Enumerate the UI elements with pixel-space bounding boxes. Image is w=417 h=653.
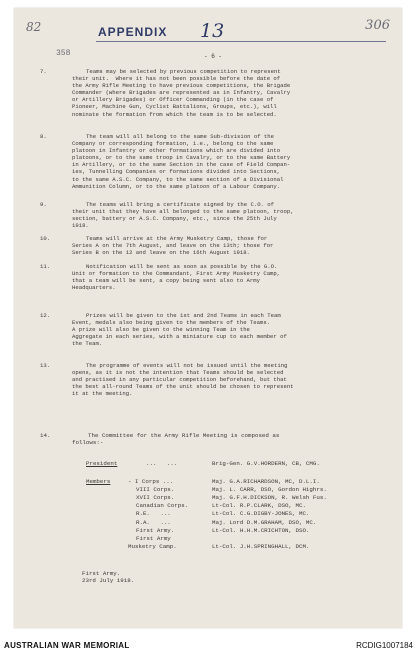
paragraph-line: Aggregate in each series, with a miniature cup to each member of: [72, 333, 287, 341]
paragraph-line: Headquarters.: [72, 284, 116, 292]
paragraph-9: [40, 201, 386, 229]
paragraph-number: 10.: [40, 235, 51, 242]
paragraph-line: the Team.: [72, 340, 103, 348]
appendix-number: 13: [200, 20, 225, 42]
paragraph-line: in Artillery, or to the same Section in the case of Field Compan-: [72, 161, 291, 169]
member-name: Maj. G.A.RICHARDSON, MC, D.L.I.: [212, 478, 320, 485]
paragraph-line: Prizes will be given to the 1st and 2nd Teams in each Team: [86, 312, 281, 319]
archive-name: AUSTRALIAN WAR MEMORIAL: [4, 641, 130, 650]
paragraph-number: 12.: [40, 312, 51, 319]
paragraph-line: Teams will arrive at the Army Musketry Camp, those for: [86, 235, 268, 242]
member-name: Lt-Col. C.G.DIGBY-JONES, MC.: [212, 510, 310, 518]
paragraph-number: 11.: [40, 263, 51, 270]
paragraph-line: Commander (where Brigades are represented as in Infantry, Cavalry: [72, 89, 291, 97]
paragraph-line: Event, medals also being given to the members of the Teams.: [72, 319, 271, 327]
member-name: Lt-Col. R.P.CLARK, DSO, MC.: [212, 502, 306, 510]
member-name: Lt-Col. H.H.M.CRICHTON, DSO.: [212, 526, 310, 534]
paragraph-number: 7.: [40, 68, 47, 75]
committee-intro: The Committee for the Army Rifle Meeting is composed as: [88, 432, 280, 439]
paragraph-14: [40, 432, 386, 446]
member-name: Maj. G.F.H.DICKSON, R. Welsh Fus.: [212, 494, 327, 502]
paragraph-7: [40, 68, 386, 118]
paragraph-line: Series A on the 7th August, and leave on the 13th; those for: [72, 242, 274, 250]
archive-footer: [0, 637, 417, 653]
paragraph-line: platoons, or to the same troop in Cavalry, or to the same Battery: [72, 154, 291, 162]
paragraph-line: to the same A.S.C. Company, to the same section of a Divisional: [72, 175, 284, 183]
president-label: President: [86, 460, 118, 467]
president-name: Brig-Gen. G.V.HORDERN, CB, CMG.: [212, 460, 320, 467]
member-unit: XVII Corps.: [136, 494, 175, 502]
signature-date: 23rd July 1918.: [82, 577, 135, 585]
paragraph-13: [40, 362, 386, 397]
folio-number: 358: [56, 49, 71, 58]
member-unit: Canadian Corps.: [136, 502, 189, 510]
members-label: Members: [86, 478, 111, 485]
signature-formation: First Army.: [82, 570, 121, 577]
paragraph-number: 13.: [40, 362, 51, 369]
paragraph-line: their unit. Where it has not been possible before the date of: [72, 75, 281, 83]
paragraph-10: [40, 235, 386, 256]
paragraph-line: opens, as it is not the intention that Teams should be selected: [72, 369, 284, 377]
paragraph-line: the best all-round Teams of the unit should be chosen to represent: [72, 383, 294, 391]
paragraph-line: Company or corresponding formation, i.e., belong to the same: [72, 140, 274, 148]
paragraph-line: Series B on the 12 and leave on the 16th August 1918.: [72, 249, 250, 257]
member-name: Lt-Col. J.H.SPRINGHALL, DCM.: [212, 542, 310, 550]
page-marker: - 6 -: [204, 53, 223, 60]
paragraph-line: Ammunition Column, or to the same platoon of a Labour Company.: [72, 182, 281, 190]
member-name: Maj. Lord D.M.GRAHAM, DSO, MC.: [212, 518, 317, 526]
paragraph-line: 1918.: [72, 222, 89, 230]
paragraph-line: the Army Rifle Meeting to have previous competitions, the Brigade: [72, 82, 291, 90]
paragraph-number: 8.: [40, 133, 47, 140]
handwritten-note-right: 306: [365, 18, 390, 33]
committee-intro-cont: follows:-: [72, 439, 104, 447]
member-unit: - I Corps ...: [128, 478, 174, 485]
paragraph-12: [40, 312, 386, 347]
paragraph-line: The team will all belong to the same Sub-division of the: [86, 133, 274, 140]
paragraph-line: Teams may be selected by previous competition to represent: [86, 68, 281, 75]
paragraph-8: [40, 133, 386, 190]
member-unit: First Army.: [136, 526, 175, 534]
archive-reference: RCDIG1007184: [356, 641, 413, 650]
paragraph-line: section, battery or A.S.C. Company, etc., since the 25th July: [72, 215, 277, 223]
member-unit: Musketry Camp.: [128, 542, 177, 550]
handwritten-note-left: 82: [26, 20, 42, 34]
member-unit: R.A. ...: [136, 518, 171, 526]
member-unit: VIII Corps.: [136, 486, 175, 494]
paragraph-line: their unit that they have all belonged to the same platoon, troop,: [72, 208, 294, 216]
president-dots: ... ...: [146, 460, 178, 467]
paragraph-line: or Artillery Brigades) or Officer Commanding (in the case of: [72, 96, 274, 104]
paragraph-line: it at the meeting.: [72, 390, 133, 398]
paragraph-line: Pioneer, Machine Gun, Cyclist Battalions, Groups, etc.), will: [72, 103, 277, 111]
member-unit: R.E. ...: [136, 510, 171, 518]
stamp-underline: [96, 41, 386, 42]
member-unit: First Army: [136, 534, 171, 542]
paragraph-11: [40, 263, 386, 291]
appendix-stamp: APPENDIX: [98, 25, 168, 39]
paragraph-line: ies, Tunnelling Companies or formations divided into Sections,: [72, 168, 281, 176]
paragraph-line: Unit or formation to the Commandant, First Army Musketry Camp,: [72, 270, 281, 278]
paragraph-number: 9.: [40, 201, 47, 208]
paragraph-line: The programme of events will not be issued until the meeting: [86, 362, 288, 369]
paragraph-line: Notification will be sent as soon as possible by the G.O.: [86, 263, 278, 270]
paragraph-number: 14.: [40, 432, 51, 439]
paragraph-line: The teams will bring a certificate signed by the C.O. of: [86, 201, 274, 208]
paragraph-line: that a team will be sent, a copy being sent also to Army: [72, 277, 260, 285]
member-name: Maj. L. CARR, DSO, Gordon Highrs.: [212, 486, 327, 494]
signature-block: [82, 570, 134, 585]
paragraph-line: and practised in any particular competition beforehand, but that: [72, 376, 287, 384]
paragraph-line: platoon in Infantry or other formations which are divided into: [72, 147, 281, 155]
paragraph-line: nominate the formation from which the team is to be selected.: [72, 110, 277, 118]
paragraph-line: A prize will also be given to the winning Team in the: [72, 326, 250, 334]
